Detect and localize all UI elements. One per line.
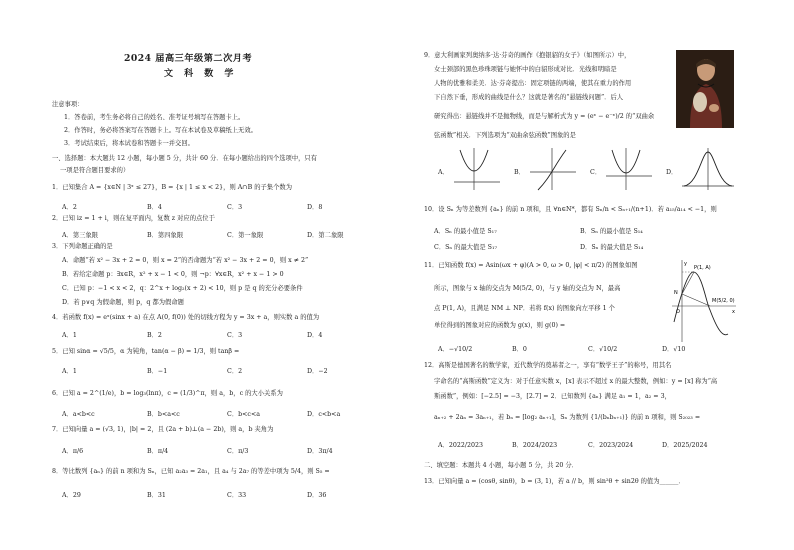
graph-label-m: M(5/2, 0) [712,298,735,304]
q7-option-a: A．π/6 [62,448,84,455]
q12-option-c: C．2023/2024 [588,442,634,449]
q5-option-b: B．−1 [147,368,168,375]
notes-heading: 注意事项： [52,101,84,108]
q9-graph-b [528,146,578,192]
q6-option-a: A．a<b<c [62,411,95,418]
q10-option-b: B．Sₙ 的最小值是 S₁₄ [580,228,643,235]
q2-option-c: C．第一象限 [227,232,264,239]
q3-option-d: D．若 p∨q 为假命题，则 p，q 都为假命题 [62,299,184,306]
q7-option-d: D．3π/4 [307,448,333,455]
q8-option-d: D．36 [307,492,327,499]
q8-option-c: C．33 [227,492,247,499]
question-2-stem: 2．已知 iz = 1 + i，则在复平面内，复数 z 对应的点位于 [52,215,215,222]
q9-option-b: B． [514,169,525,176]
question-5-stem: 5．已知 sinα = √5/5，α 为钝角，tan(α − β) = 1/3，则 tanβ = [52,348,240,355]
q9-graph-a [452,146,502,192]
q1-option-a: A．2 [62,204,77,211]
q11-option-a: A．−√10/2 [438,346,473,353]
q3-option-b: B．若给定命题 p：∃x∈R，x² + x − 1 < 0，则 ¬p：∀x∈R，x² + x − 1 > 0 [62,271,284,278]
section-heading: 一、选择题：本大题共 12 小题，每小题 5 分，共计 60 分．在每小题给出的四个选项中，只有 [52,155,318,162]
q9-line: 研究得出：悬链线并不是抛物线，而是与解析式为 y = (eˣ − e⁻ˣ)/2 的“双曲余 [434,113,655,120]
q5-option-d: D．−2 [307,368,328,375]
q7-option-c: C．π/3 [227,448,249,455]
q5-option-c: C．2 [227,368,243,375]
q9-line: 下自然下垂，形成的曲线是什么？这就是著名的“悬链线问题”．后人 [434,94,624,101]
q9-line: 女士颈部的黑色珍珠项链与她怀中的白貂形成对比．光线和明暗是 [434,66,617,73]
q8-option-b: B．31 [147,492,166,499]
q1-option-b: B．4 [147,204,162,211]
q1-option-c: C．3 [227,204,243,211]
question-6-stem: 6．已知 a = 2^(1/e)，b = log₃(lnπ)，c = (1/3)^π，则 a，b，c 的大小关系为 [52,390,283,397]
question-10-stem: 10．设 Sₙ 为等差数列 {aₙ} 的前 n 项和，且 ∀n∈N*，都有 Sₙ/n < Sₙ₊₁/(n+1)．若 a₁₅/a₁₄ < −1，则 [424,206,717,213]
question-1-stem: 1．已知集合 A = {x∈N | 3ˣ ≤ 27}，B = {x | 1 ≤ x < 2}，则 A∩B 的子集个数为 [52,184,292,191]
graph-label-o: O [676,309,680,315]
q10-option-a: A．Sₙ 的最小值是 S₁₇ [434,228,497,235]
q4-option-d: D．4 [307,332,323,339]
q6-option-c: C．b<c<a [227,411,260,418]
section-heading-cont: 一项是符合题目要求的） [60,167,130,174]
graph-label-y: y [684,261,687,267]
q6-option-d: D．c<b<a [307,411,341,418]
q9-line: 弦函数”相关．下列选项为“双曲余弦函数”图象的是 [434,132,576,139]
graph-label-n: N [674,290,678,296]
q12-option-d: D．2025/2024 [662,442,708,449]
q9-option-c: C． [590,169,602,176]
q12-option-b: B．2024/2023 [512,442,558,449]
q7-option-b: B．π/4 [147,448,169,455]
q10-option-c: C．Sₙ 的最大值是 S₁₇ [434,244,498,251]
q2-option-a: A．第三象限 [62,232,99,239]
q11-option-c: C．√10/2 [588,346,618,353]
q12-line: aₙ₊₂ + 2aₙ = 3aₙ₊₁，若 bₙ = [log₂ aₙ₊₁]，Sₙ 为数列 {1/(bₙbₙ₊₁)} 的前 n 项和，则 S₂₀₂₃ = [434,414,701,421]
q9-graph-c [604,146,654,192]
q9-option-d: D． [666,169,678,176]
graph-label-x: x [732,309,735,315]
q9-graph-d [680,146,736,192]
q12-line: 斯函数”，例如：[−2.5] = −3，[2.7] = 2．已知数列 {aₙ} 满足 a₁ = 1，a₂ = 3， [434,393,671,400]
q9-line: 9．意大利画家列奥纳多·达·芬奇的画作《抱银貂的女子》（如图所示）中， [424,52,631,59]
q3-option-a: A．命题“若 x² − 3x + 2 = 0，则 x = 2”的否命题为“若 x² − 3x + 2 = 0，则 x ≠ 2” [62,257,309,264]
exam-subject: 文 科 数 学 [164,69,238,79]
question-8-stem: 8．等比数列 {aₙ} 的前 n 项和为 Sₙ，已知 a₂a₃ = 2a₁，且 a₄ 与 2a₇ 的等差中项为 5/4，则 S₅ = [52,468,330,475]
question-13-stem: 13．已知向量 a = (cosθ, sinθ)，b = (3, 1)，若 a // b，则 sin²θ + sin2θ 的值为______． [424,478,685,485]
q11-sine-graph [670,258,738,344]
q4-option-a: A．1 [62,332,77,339]
q9-option-a: A． [438,169,449,176]
exam-title: 2024 届高三年级第二次月考 [124,53,253,64]
q3-option-c: C．已知 p：−1 < x < 2，q：2^x + log₂(x + 2) < 10，则 p 是 q 的充分必要条件 [62,285,303,292]
question-3-stem: 3．下列命题正确的是 [52,243,113,250]
q1-option-d: D．8 [307,204,323,211]
q2-option-b: B．第四象限 [147,232,184,239]
portrait-illustration [676,50,734,128]
q12-line: 字命名的“高斯函数”定义为：对于任意实数 x，[x] 表示不超过 x 的最大整数，例如：y = [x] 称为“高 [434,378,718,385]
q4-option-b: B．2 [147,332,162,339]
q9-line: 人物的优雅和柔美．达·芬奇提出：固定项链的两端，使其在重力的作用 [434,80,632,87]
note-item: 3．考试结束后，将本试卷和答题卡一并交回。 [64,140,194,147]
note-item: 2．作答时，务必将答案写在答题卡上。写在本试卷及草稿纸上无效。 [64,127,257,134]
q11-option-b: B．0 [512,346,527,353]
q6-option-b: B．b<a<c [147,411,180,418]
q12-line: 12．高斯是德国著名的数学家，近代数学的奠基者之一，享有“数学王子”的称号，用其名 [424,362,672,369]
question-7-stem: 7．已知向量 a = (√3, 1)，|b| = 2，且 (2a + b)⊥(a − 2b)，则 a，b 夹角为 [52,426,274,433]
q5-option-a: A．1 [62,368,77,375]
q11-line: 所示，图象与 x 轴的交点为 M(5/2, 0)，与 y 轴的交点为 N，最高 [434,285,621,292]
question-4-stem: 4．若函数 f(x) = eˣ(sinx + a) 在点 A(0, f(0)) 处的切线方程为 y = 3x + a，则实数 a 的值为 [52,314,320,321]
q8-option-a: A．29 [62,492,81,499]
q11-line: 单位得到的图象对应的函数为 g(x)，则 g(0) = [434,322,566,329]
q2-option-d: D．第二象限 [307,232,344,239]
section2-heading: 二、填空题：本题共 4 小题，每小题 5 分，共 20 分． [424,462,578,469]
graph-label-p: P(1, A) [694,265,711,271]
q4-option-c: C．3 [227,332,243,339]
q11-line: 点 P(1, A)，且满足 NM ⊥ NP．若将 f(x) 的图象向左平移 1 个 [434,305,615,312]
lady-with-ermine-portrait-image [676,50,734,128]
q11-option-d: D．√10 [662,346,686,353]
note-item: 1．答卷前，考生务必将自己的姓名、准考证号填写在答题卡上。 [64,114,245,121]
q11-line: 11．已知函数 f(x) = Asin(ωx + φ)(A > 0, ω > 0, |φ| < π/2) 的图象如图 [424,262,638,269]
q12-option-a: A．2022/2023 [438,442,484,449]
q10-option-d: D．Sₙ 的最大值是 S₁₄ [580,244,644,251]
